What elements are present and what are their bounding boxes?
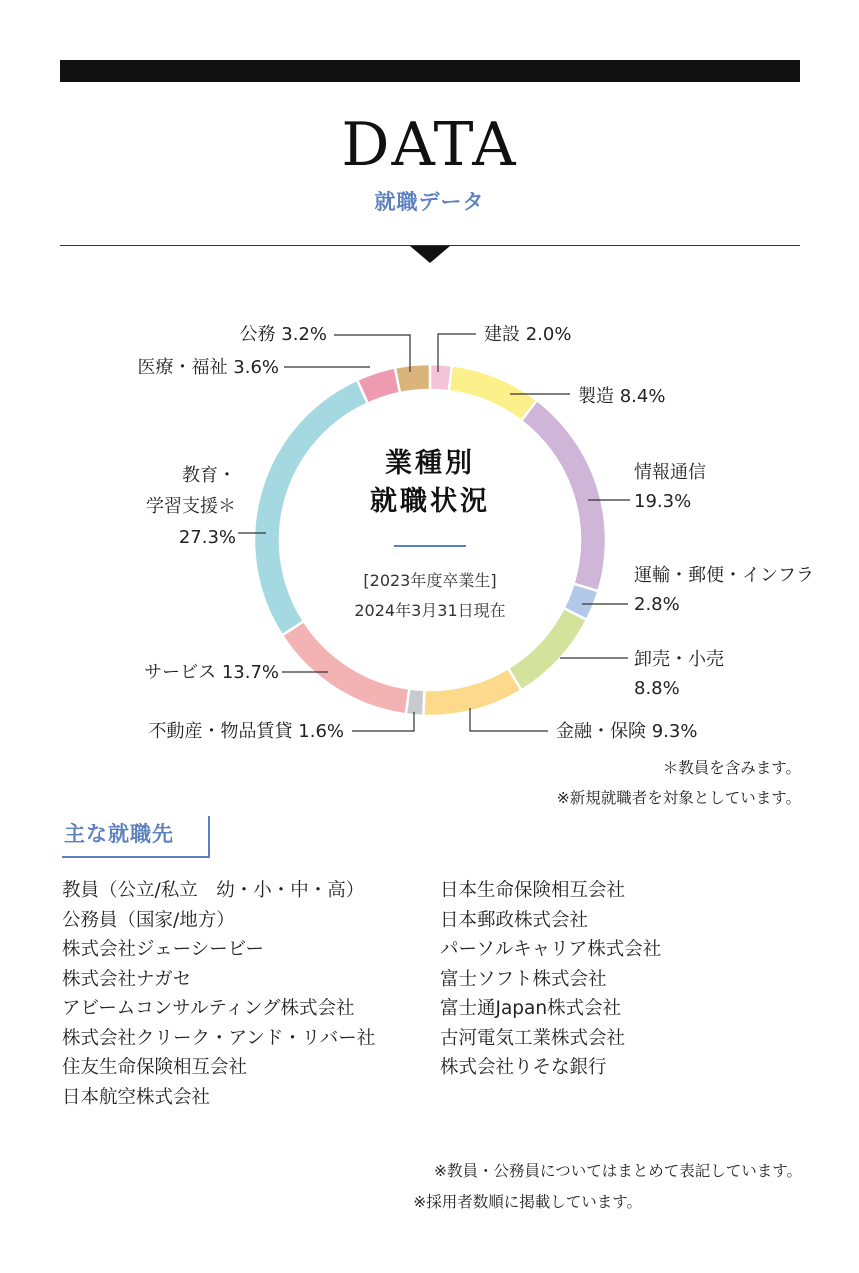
donut-slice-7 bbox=[282, 621, 409, 714]
donut-slice-2 bbox=[521, 400, 606, 591]
donut-slice-1 bbox=[449, 365, 537, 421]
label-unyu-value: 2.8% bbox=[634, 594, 680, 615]
list-item: 富士ソフト株式会社 bbox=[440, 968, 607, 990]
list-item: 日本生命保険相互会社 bbox=[440, 880, 626, 901]
label-kyoiku-value: 27.3% bbox=[178, 527, 236, 548]
list-item: パーソルキャリア株式会社 bbox=[440, 939, 662, 960]
employers-list-right bbox=[440, 876, 661, 1083]
label-kyoiku-name-1: 教育・ bbox=[182, 465, 236, 486]
chart-center-subtitle-line: [2023年度卒業生] bbox=[363, 571, 497, 590]
label-kyoiku-name-2: 学習支援＊ bbox=[146, 496, 236, 517]
label-unyu-name: 運輸・郵便・インフラ bbox=[634, 565, 814, 586]
label-kensetsu: 建設 2.0% bbox=[484, 324, 572, 345]
label-joho bbox=[634, 458, 706, 516]
list-item: 日本航空株式会社 bbox=[62, 1086, 211, 1108]
footer-note-order: ※採用者数順に掲載しています。 bbox=[413, 1193, 642, 1211]
label-unyu bbox=[634, 561, 814, 619]
list-item: 株式会社ジェーシービー bbox=[62, 939, 265, 960]
chart-center-subtitle-line: 2024年3月31日現在 bbox=[354, 601, 506, 620]
employers-heading-text: 主な就職先 bbox=[64, 822, 174, 846]
chart-center-title-line: 就職状況 bbox=[370, 486, 490, 517]
label-iryo: 医療・福祉 3.6% bbox=[137, 357, 279, 378]
label-oroshi-value: 8.8% bbox=[634, 678, 680, 699]
donut-slice-5 bbox=[423, 668, 521, 716]
label-joho-name: 情報通信 bbox=[634, 462, 706, 483]
list-item: 住友生命保険相互会社 bbox=[62, 1057, 248, 1078]
list-item: 株式会社りそな銀行 bbox=[440, 1057, 607, 1078]
list-item: 富士通Japan株式会社 bbox=[440, 998, 622, 1019]
chart-note-teacher: ＊教員を含みます。 bbox=[662, 759, 801, 777]
employers-list-left bbox=[62, 876, 375, 1112]
list-item: 公務員（国家/地方） bbox=[62, 909, 235, 931]
label-oroshi-name: 卸売・小売 bbox=[634, 649, 724, 670]
list-item: 株式会社ナガセ bbox=[62, 968, 192, 990]
list-item: アビームコンサルティング株式会社 bbox=[62, 998, 355, 1019]
leader-lines bbox=[238, 334, 630, 731]
list-item: 教員（公立/私立 幼・小・中・高） bbox=[62, 880, 365, 901]
list-item: 株式会社クリーク・アンド・リバー社 bbox=[62, 1027, 376, 1049]
leader-line-kinyu bbox=[470, 708, 548, 731]
list-item: 日本郵政株式会社 bbox=[440, 909, 589, 931]
footer-note-grouping: ※教員・公務員についてはまとめて表記しています。 bbox=[434, 1162, 802, 1180]
chart-center-subtitle bbox=[320, 566, 540, 626]
label-komu: 公務 3.2% bbox=[239, 324, 327, 345]
chart-center-title bbox=[330, 445, 530, 521]
label-joho-value: 19.3% bbox=[634, 491, 692, 512]
donut-slices bbox=[254, 364, 606, 716]
label-kinyu: 金融・保険 9.3% bbox=[556, 721, 698, 742]
page-subtitle: 就職データ bbox=[374, 190, 485, 214]
label-seizo: 製造 8.4% bbox=[578, 386, 666, 407]
donut-slice-10 bbox=[395, 364, 430, 393]
page-title: DATA bbox=[341, 110, 518, 180]
label-oroshi bbox=[634, 645, 724, 703]
employers-heading bbox=[62, 816, 210, 858]
list-item: 古河電気工業株式会社 bbox=[440, 1027, 626, 1049]
label-fudosan: 不動産・物品賃貸 1.6% bbox=[148, 721, 344, 742]
label-service: サービス 13.7% bbox=[144, 662, 279, 683]
chart-center-title-line: 業種別 bbox=[385, 448, 475, 479]
label-kyoiku bbox=[146, 460, 236, 553]
chart-note-scope: ※新規就職者を対象としています。 bbox=[556, 789, 801, 807]
chart-center-divider bbox=[394, 545, 466, 547]
